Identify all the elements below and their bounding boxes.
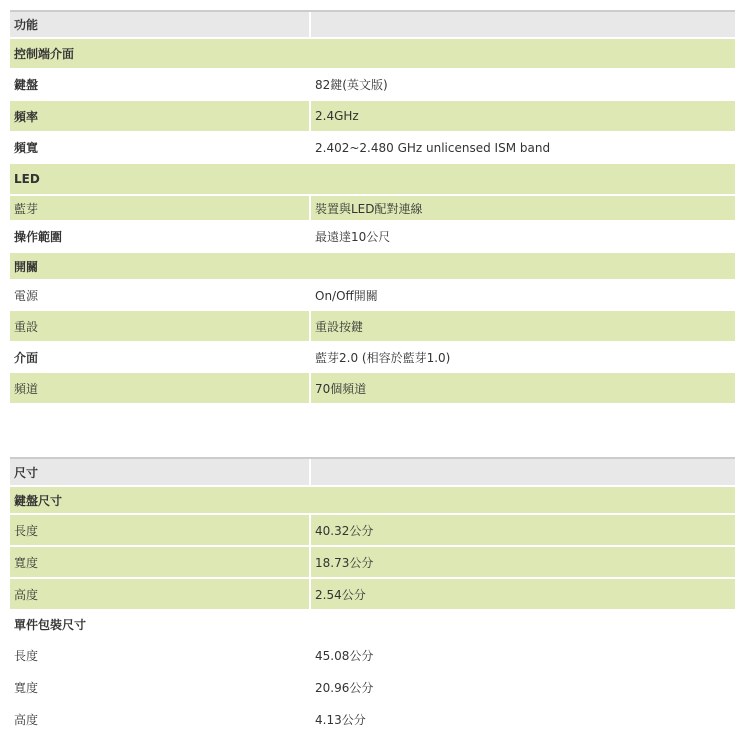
control-interface-header: 控制端介面 (10, 39, 310, 68)
features-header-row (10, 11, 735, 37)
bluetooth-value: 裝置與LED配對連線 (310, 196, 735, 220)
led-header: LED (10, 164, 310, 194)
frequency-row (10, 101, 735, 131)
range-row (10, 220, 735, 253)
keyboard-label: 鍵盤 (10, 68, 310, 101)
pkg-height-value: 4.13公分 (310, 703, 735, 735)
kb-height-value: 2.54公分 (310, 579, 735, 609)
kb-height-row (10, 579, 735, 609)
kb-height-label: 高度 (10, 579, 310, 609)
interface-label: 介面 (10, 341, 310, 373)
pkg-height-row (10, 703, 735, 735)
kb-length-row (10, 515, 735, 545)
reset-value: 重設按鍵 (310, 311, 735, 341)
dimensions-spec-table (10, 457, 735, 735)
frequency-value: 2.4GHz (310, 101, 735, 131)
keyboard-size-header: 鍵盤尺寸 (10, 487, 310, 513)
bluetooth-label: 藍芽 (10, 196, 310, 220)
pkg-width-row (10, 671, 735, 703)
power-row (10, 279, 735, 311)
dimensions-header: 尺寸 (10, 458, 310, 485)
kb-length-label: 長度 (10, 515, 310, 545)
pkg-length-label: 長度 (10, 639, 310, 671)
dimensions-header-row (10, 458, 735, 485)
pkg-length-row (10, 639, 735, 671)
interface-row (10, 341, 735, 373)
power-label: 電源 (10, 279, 310, 311)
power-value: On/Off開關 (310, 279, 735, 311)
kb-length-value: 40.32公分 (310, 515, 735, 545)
keyboard-value: 82鍵(英文版) (310, 68, 735, 101)
keyboard-size-row (10, 487, 735, 513)
bandwidth-label: 頻寬 (10, 131, 310, 164)
bandwidth-row (10, 131, 735, 164)
channel-row (10, 373, 735, 403)
kb-width-label: 寬度 (10, 547, 310, 577)
interface-value: 藍芽2.0 (相容於藍芽1.0) (310, 341, 735, 373)
range-label: 操作範圍 (10, 220, 310, 253)
frequency-label: 頻率 (10, 101, 310, 131)
reset-label: 重設 (10, 311, 310, 341)
features-spec-table (10, 10, 735, 403)
channel-label: 頻道 (10, 373, 310, 403)
kb-width-value: 18.73公分 (310, 547, 735, 577)
kb-width-row (10, 547, 735, 577)
switch-header: 開關 (10, 253, 310, 279)
pkg-length-value: 45.08公分 (310, 639, 735, 671)
reset-row (10, 311, 735, 341)
package-size-row (10, 609, 735, 639)
package-size-header: 單件包裝尺寸 (10, 609, 310, 639)
switch-row (10, 253, 735, 279)
channel-value: 70個頻道 (310, 373, 735, 403)
bandwidth-value: 2.402~2.480 GHz unlicensed ISM band (310, 131, 735, 164)
pkg-height-label: 高度 (10, 703, 310, 735)
led-row (10, 164, 735, 194)
keyboard-row (10, 68, 735, 101)
control-interface-row (10, 39, 735, 68)
features-header: 功能 (10, 11, 310, 37)
bluetooth-row (10, 196, 735, 220)
range-value: 最遠達10公尺 (310, 220, 735, 253)
pkg-width-value: 20.96公分 (310, 671, 735, 703)
pkg-width-label: 寬度 (10, 671, 310, 703)
